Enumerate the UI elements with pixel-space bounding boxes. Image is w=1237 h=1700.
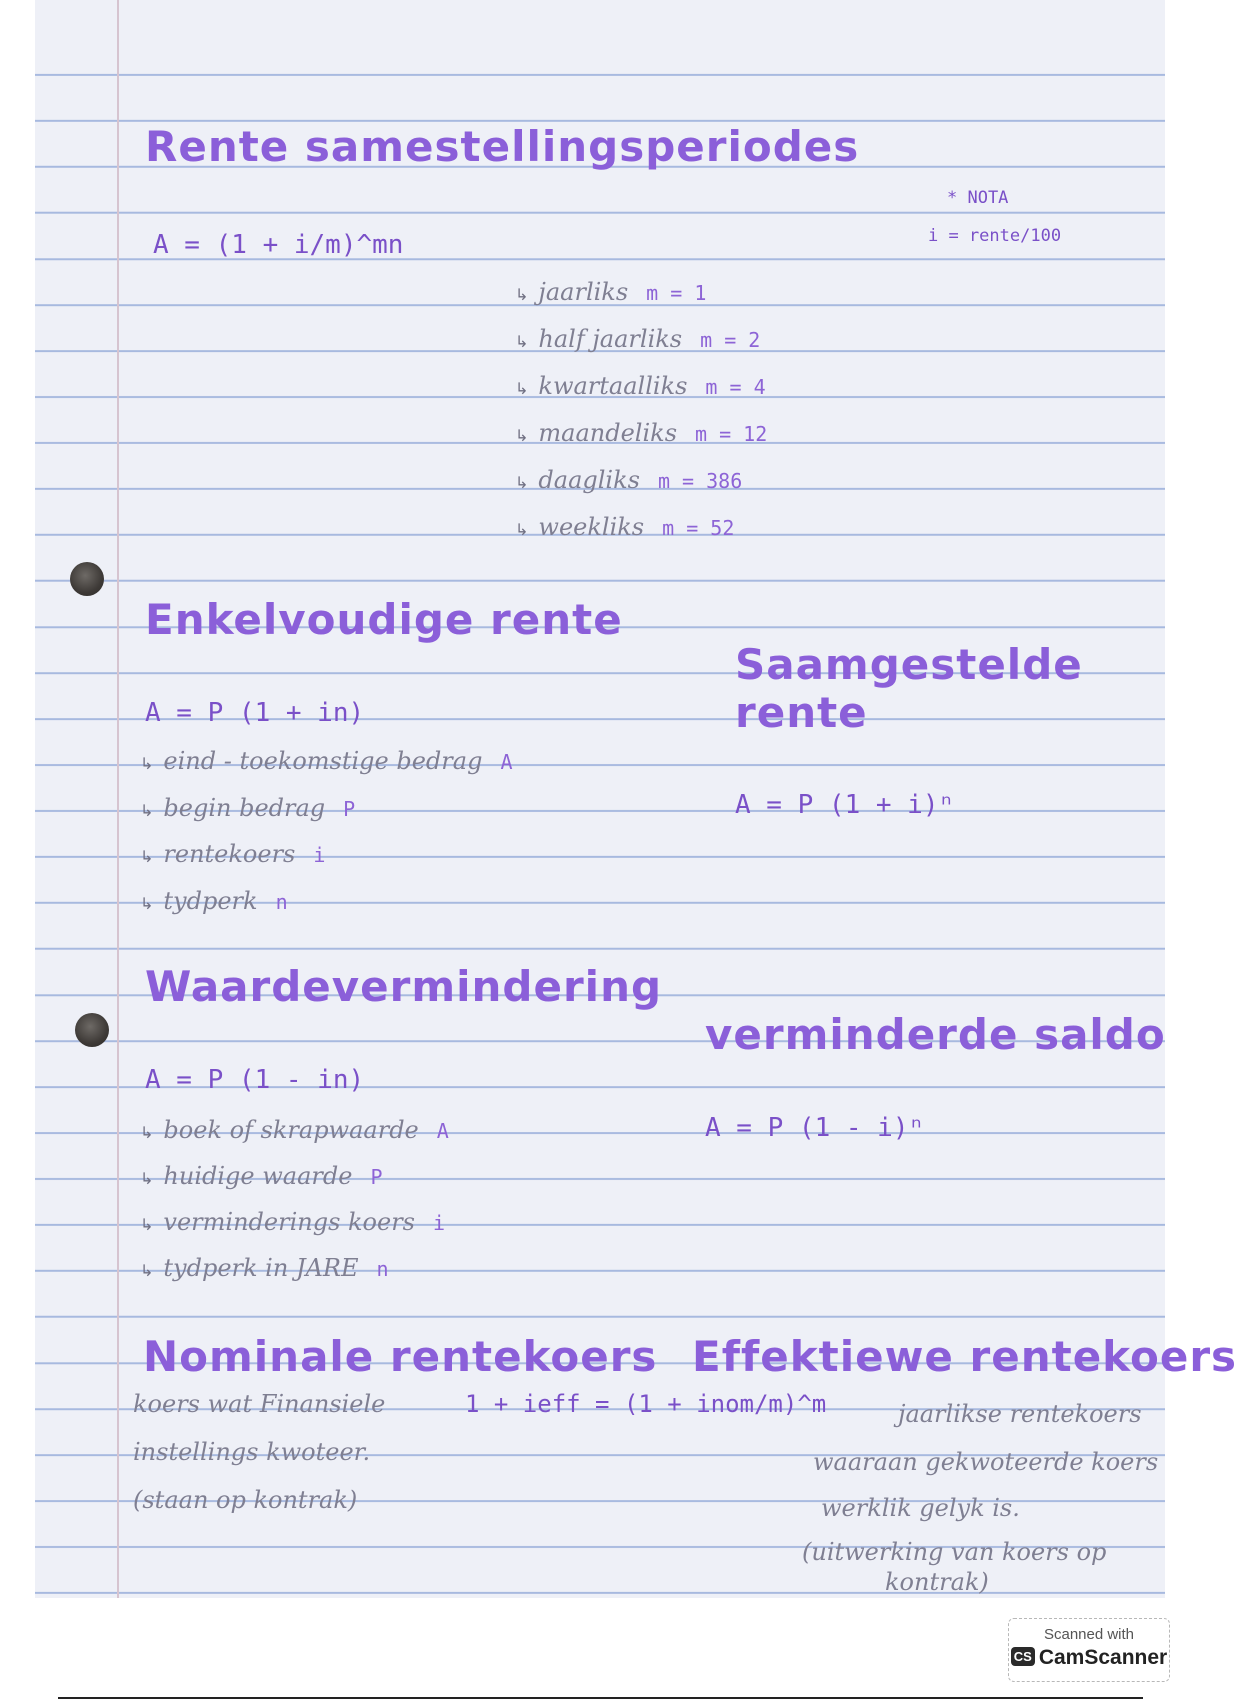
notebook-page: [35, 0, 1237, 1598]
effective-rate-heading: Effektiewe rentekoers: [692, 1332, 1237, 1381]
variable-list-item: [140, 1254, 389, 1282]
variable-list-item: [140, 1208, 445, 1236]
variable-label: verminderings koers: [163, 1208, 415, 1236]
variable-list-item: [140, 794, 355, 822]
arrow-icon: ↳: [140, 1261, 154, 1280]
variable-symbol: P: [370, 1165, 383, 1189]
note-formula: i = rente/100: [928, 226, 1062, 246]
camscanner-brand: [1009, 1646, 1169, 1670]
variable-label: tydperk in JARE: [163, 1254, 359, 1282]
variable-symbol: i: [433, 1211, 446, 1235]
margin-line: [117, 0, 119, 1598]
arrow-icon: ↳: [140, 1215, 154, 1234]
variable-symbol: P: [343, 797, 356, 821]
period-list-item: [515, 466, 742, 494]
arrow-icon: ↳: [515, 520, 529, 539]
arrow-icon: ↳: [515, 332, 529, 351]
variable-list-item: [140, 1162, 382, 1190]
effective-rate-line: (uitwerking van koers op: [802, 1538, 1107, 1566]
variable-symbol: n: [275, 890, 288, 914]
variable-symbol: A: [436, 1119, 449, 1143]
variable-label: tydperk: [163, 887, 258, 915]
variable-label: rentekoers: [163, 840, 296, 868]
period-list-item: [515, 513, 734, 541]
depreciation-heading: Waardevermindering: [145, 962, 663, 1011]
period-list-item: [515, 419, 767, 447]
period-value: m = 12: [695, 422, 768, 446]
period-label: maandeliks: [538, 419, 678, 447]
arrow-icon: ↳: [140, 1169, 154, 1188]
period-list-item: [515, 325, 760, 353]
variable-label: huidige waarde: [163, 1162, 353, 1190]
effective-rate-line: kontrak): [885, 1568, 989, 1596]
depreciation-formula: A = P (1 - in): [145, 1065, 365, 1095]
nominal-rate-heading: Nominale rentekoers: [143, 1332, 658, 1381]
variable-list-item: [140, 840, 325, 868]
variable-list-item: [140, 747, 512, 775]
effective-rate-line: jaarlikse rentekoers: [898, 1400, 1142, 1428]
period-value: m = 1: [646, 281, 707, 305]
reducing-balance-formula: A = P (1 - i)ⁿ: [705, 1113, 925, 1143]
compound-periods-heading: Rente samestellingsperiodes: [145, 122, 860, 171]
period-value: m = 52: [662, 516, 735, 540]
arrow-icon: ↳: [515, 379, 529, 398]
reducing-balance-heading: verminderde saldo: [705, 1010, 1166, 1059]
arrow-icon: ↳: [515, 285, 529, 304]
period-label: half jaarliks: [538, 325, 683, 353]
effective-rate-line: werklik gelyk is.: [821, 1494, 1020, 1522]
simple-interest-formula: A = P (1 + in): [145, 698, 365, 728]
compound-interest-heading-line2: rente: [735, 688, 868, 737]
bottom-divider: [58, 1697, 1143, 1699]
compound-interest-formula: A = P (1 + i)ⁿ: [735, 790, 955, 820]
note-label: * NOTA: [947, 188, 1009, 208]
nominal-rate-line: (staan op kontrak): [133, 1486, 358, 1514]
variable-label: eind - toekomstige bedrag: [163, 747, 483, 775]
effective-rate-line: waaraan gekwoteerde koers: [813, 1448, 1159, 1476]
arrow-icon: ↳: [140, 754, 154, 773]
period-value: m = 4: [705, 375, 766, 399]
variable-symbol: n: [376, 1257, 389, 1281]
scanned-with-text: Scanned with: [1043, 1626, 1135, 1643]
period-value: m = 2: [700, 328, 761, 352]
variable-list-item: [140, 887, 288, 915]
variable-list-item: [140, 1116, 449, 1144]
camscanner-brand-text: CamScanner: [1038, 1646, 1168, 1669]
arrow-icon: ↳: [515, 426, 529, 445]
simple-interest-heading: Enkelvoudige rente: [145, 595, 623, 644]
period-list-item: [515, 372, 766, 400]
variable-label: begin bedrag: [163, 794, 326, 822]
period-list-item: [515, 278, 706, 306]
punch-hole: [75, 1013, 109, 1047]
variable-symbol: i: [313, 843, 326, 867]
nominal-rate-line: koers wat Finansiele: [133, 1390, 386, 1418]
period-label: daagliks: [538, 466, 640, 494]
compound-interest-heading-line1: Saamgestelde: [735, 640, 1083, 689]
arrow-icon: ↳: [140, 801, 154, 820]
period-label: jaarliks: [538, 278, 629, 306]
variable-label: boek of skrapwaarde: [163, 1116, 419, 1144]
arrow-icon: ↳: [140, 847, 154, 866]
arrow-icon: ↳: [140, 894, 154, 913]
variable-symbol: A: [500, 750, 513, 774]
period-label: weekliks: [538, 513, 645, 541]
compound-periods-formula: A = (1 + i/m)^mn: [153, 230, 404, 260]
period-label: kwartaalliks: [538, 372, 688, 400]
arrow-icon: ↳: [140, 1123, 154, 1142]
camscanner-logo-icon: CS: [1011, 1647, 1035, 1666]
punch-hole: [70, 562, 104, 596]
effective-rate-formula: 1 + ieff = (1 + inom/m)^m: [465, 1390, 827, 1418]
nominal-rate-line: instellings kwoteer.: [133, 1438, 371, 1466]
period-value: m = 386: [657, 469, 743, 493]
camscanner-badge: [1008, 1618, 1170, 1682]
arrow-icon: ↳: [515, 473, 529, 492]
